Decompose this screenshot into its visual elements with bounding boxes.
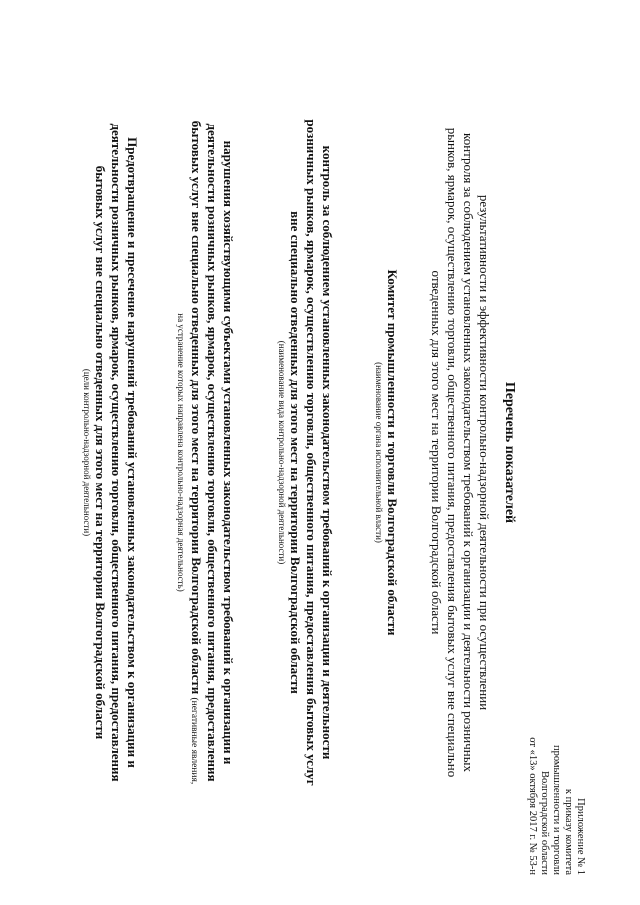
intro-line: рынков, ярмарок, осуществлению торговли, общественного питания, предоставления бытовых услуг вне специально	[445, 127, 460, 778]
annex-header	[526, 715, 586, 875]
document-title: Перечень показателей	[502, 381, 517, 524]
control-type-line: розничных рынков, ярмарок, осуществлению торговли, общественного питания, предоставления бытовых услуг	[304, 119, 319, 786]
violations-line: деятельности розничных рынков, ярмарок, осуществлению торговли, общественного питания, предоставления	[205, 123, 220, 782]
intro-line: результативности и эффективности контрольно-надзорной деятельности при осуществлении	[477, 194, 492, 711]
goal-block	[81, 0, 140, 905]
violations-inline-note: (негативные явления,	[189, 697, 199, 785]
violations-line: нарушения хозяйствующими субъектами установленных законодательством требований к организации и	[221, 140, 236, 765]
control-type-caption: (наименование вида контрольно-надзорной деятельности)	[277, 340, 287, 565]
intro-paragraph	[428, 0, 492, 905]
annex-line: к приказу комитета	[563, 788, 574, 875]
annex-line: Приложение № 1	[575, 798, 586, 875]
annex-line: промышленности и торговли	[551, 744, 562, 875]
annex-line: Волгоградской области	[539, 770, 550, 875]
violations-block	[175, 0, 236, 905]
intro-line: контроля за соблюдением установленных законодательством требований к организации и деятельности розничных	[461, 133, 476, 772]
annex-line: от «13» октября 2017 г. № 53-н	[527, 737, 538, 875]
organization-name: Комитет промышленности и торговли Волгоградской области	[385, 269, 400, 636]
violations-line-last	[186, 0, 204, 905]
goal-line: деятельности розничных рынков, ярмарок, осуществлению торговли, общественного питания, предоставления	[109, 123, 124, 782]
control-type-line: вне специально отведенных для этого мест на территории Волгоградской области	[288, 211, 303, 694]
intro-line: отведенных для этого мест на территории Волгоградской области	[429, 270, 444, 635]
violations-last-line-text: бытовых услуг вне специально отведенных для этого мест на территории Волгоградской области	[189, 120, 204, 695]
goal-caption: (цели контрольно-надзорной деятельности)	[82, 368, 92, 537]
control-type-block	[276, 0, 335, 905]
goal-line: Предотвращение и пресечение нарушений требований установленных законодательством к организации и	[125, 137, 140, 768]
control-type-line: контроль за соблюдением установленных законодательством требований к организации и деятельности	[320, 145, 335, 760]
goal-line: бытовых услуг вне специально отведенных для этого мест на территории Волгоградской области	[93, 165, 108, 740]
organization-block	[373, 0, 400, 905]
violations-caption: на устранение которых направлена контрольно-надзорная деятельность)	[176, 313, 186, 592]
organization-caption: (наименование органа исполнительной власти)	[374, 362, 384, 543]
